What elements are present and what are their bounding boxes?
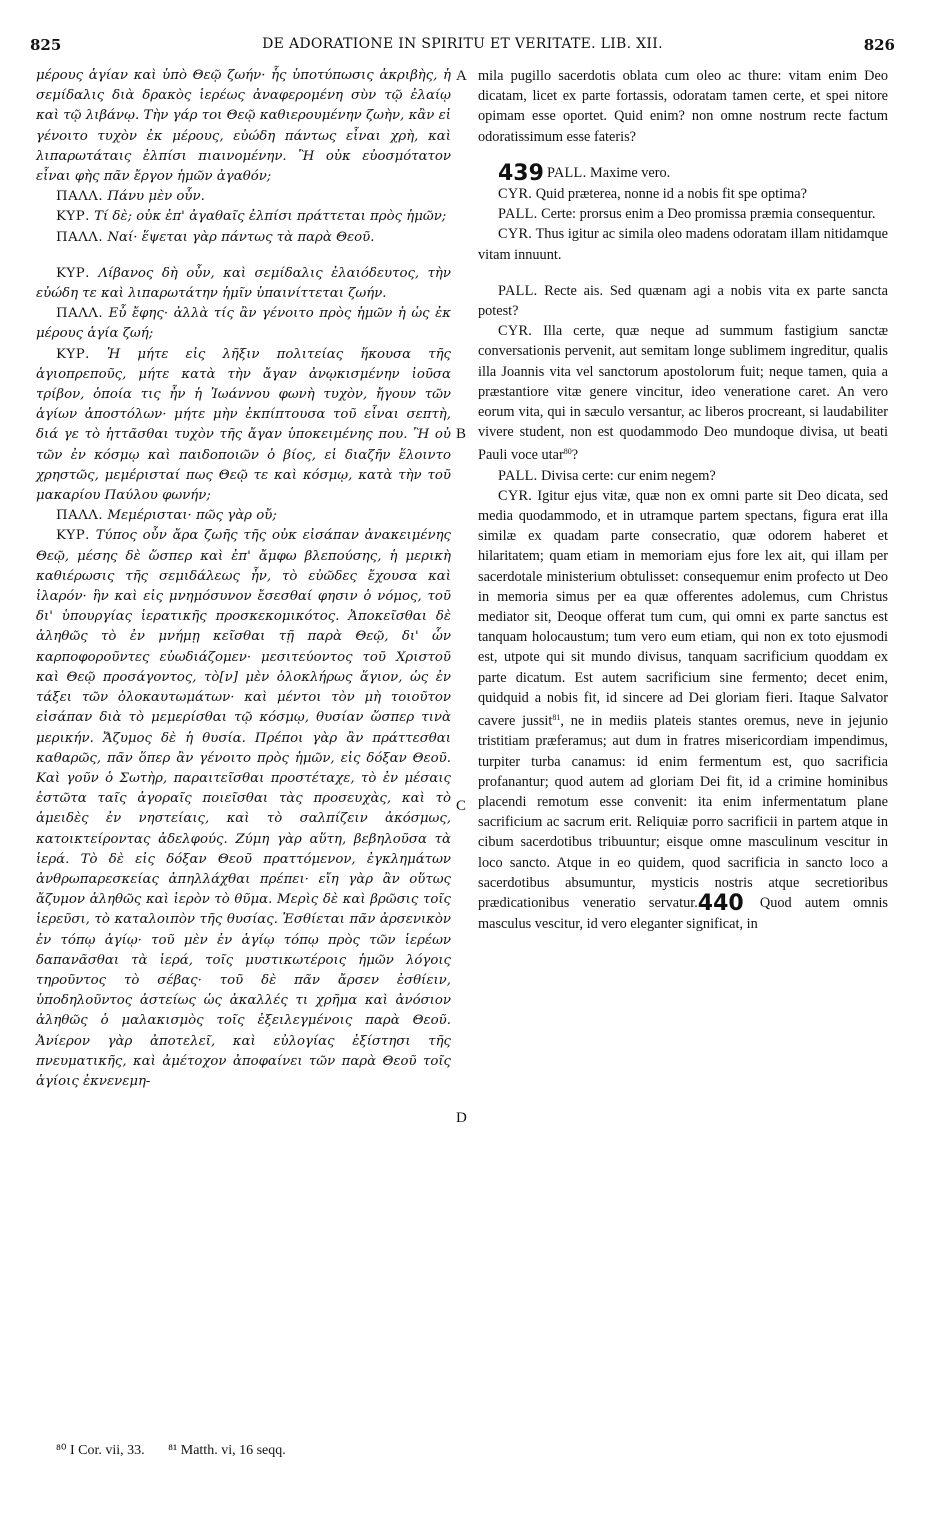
speaker-label: CYR. [498,487,533,504]
greek-paragraph [36,66,451,187]
margin-number: 439 [498,160,544,186]
speaker-label: PALL. [498,282,538,299]
footnote-80: ⁸⁰ I Cor. vii, 33. [56,1443,145,1458]
paragraph-text: Ἡ μήτε εἰς λῆξιν πολιτείας ἥκουσα τῆς ἁγιοπρεποῦς, μήτε κατὰ τὴν ἄγαν ἀνῳκισμένην ἰοῦσα τρίβον, ὁποία τις ἦν ἡ Ἰωάννου φωνὴ τυχὸν, ἤγουν τῶν ἁγίων ἀποστόλων· μήτε μὴν ἐκπίπτουσα τοῦ εἶναι σεπτὴ, διά γε τὸ ἡττᾶσθαι τυχὸν τῆς ἄγαν ὑποκειμένης που. Ἢ οὐ τῶν ἐν κόσμῳ καὶ παιδοποιῶν ὁ βίος, εἰ διαζῆν ἕλοιντο χρηστῶς, μεμέρισταί πως Θεῷ τε καὶ κόσμῳ, κατὰ τὴν τοῦ μακαρίου Παύλου φωνήν; [36,346,451,504]
greek-paragraph [36,304,451,344]
speaker-label: ΠΑΛΛ. [56,229,104,245]
paragraph-text: Λίβανος δὴ οὖν, καὶ σεμίδαλις ἐλαιόδευτος, τὴν εὐώδη τε καὶ λιπαρωτάτην ἡμῖν ὑπαινίττεται ζωήν. [36,265,451,302]
footnote-81: ⁸¹ Matth. vi, 16 seqq. [168,1443,286,1458]
section-mark-d: D [456,1110,467,1126]
paragraph-text: Maxime vero. [586,164,671,181]
speaker-label: PALL. [498,206,538,223]
speaker-label: ΠΑΛΛ. [56,306,104,322]
paragraph-text: Quid præterea, nonne id a nobis fit spe optima? [532,186,807,203]
speaker-label: CYR. [498,226,533,243]
section-mark-b: B [456,426,467,442]
greek-paragraph [36,506,451,526]
speaker-label: ΠΑΛΛ. [56,189,104,205]
paragraph-text-cont: Quod autem omnis masculus vescitur, id vero eleganter significat, in [478,894,889,933]
paragraph-text: Thus igitur ac simila oleo madens odoratam illam nitidamque vitam innuunt. [478,226,888,263]
paragraph-text: Μεμέρισται· πῶς γὰρ οὔ; [103,508,277,524]
greek-paragraph [36,264,451,304]
running-title: DE ADORATIONE IN SPIRITU ET VERITATE. LIB. XII. [262,36,663,52]
speaker-label: ΚΥΡ. [56,265,90,281]
latin-paragraph [478,204,888,224]
speaker-label: ΚΥΡ. [56,209,90,225]
speaker-label: CYR. [498,323,533,340]
paragraph-text: Illa certe, quæ neque ad summum fastigium sanctæ conversationis pervenit, aut semitam longe sublimem ingreditur, qualis illa Joannis vita vel sanctorum apostolorum fuit; neque tamen, quia a præstantiore vitæ genere vincitur, ideo veneratione caret. An vero eorum vita, qui in sæculo versantur, ac liberos procreant, si laudabiliter vivere student, non est quodammodo Deo mundoque divisa, ut beati Pauli voce utar [478,323,888,464]
paragraph-text: Τύπος οὖν ἄρα ζωῆς τῆς οὐκ εἰσάπαν ἀνακειμένης Θεῷ, μέσης δὲ ὥσπερ καὶ ἐπ' ἄμφω βλεπούσης, ἡ μερικὴ καθιέρωσις τῆς σεμιδάλεως ἦν, τὸ εὐῶδες ἔχουσα καὶ ἱλαρόν· ἣν καὶ εἰς μνημόσυνον ἔσεσθαί φησιν ὁ νόμος, τοῦ δι' ὑπουργίας ἱερατικῆς προσκεκομικότος. Ἀποκεῖσθαι δὲ ἀληθῶς τὸ ἐν μνήμῃ κεῖσθαι τῇ παρὰ Θεῷ, δι' ὧν καρποφοροῦντες εὐωδιάζομεν· μεσιτεύοντος τοῦ Χριστοῦ καὶ Θεῷ προσάγοντος, τὸ[ν] μὲν ὁλοκλήρως ἅγιον, ὡς ἐν τάξει τῶν ὁλοκαυτωμάτων· καὶ μέντοι τὸν μὴ τοιοῦτον εἰσάπαν διὰ τὸ μεμερίσθαι τῷ κόσμῳ, θυσίαν ὥσπερ τινὰ μερικήν. Ἄζυμος δὲ ἡ θυσία. Πρέποι γὰρ ἂν πράττεσθαι καθαρῶς, πᾶν ὅπερ ἂν γένοιτο πρὸς ἡμῶν, εἰς δόξαν Θεοῦ. Καὶ γοῦν ὁ Σωτὴρ, παραιτεῖσθαι προστέταχε, τὸ ἐν μέσαις ἑστῶτα ταῖς ἀγοραῖς ποιεῖσθαι τὰς προσευχὰς, καὶ τὸ ἀμειδὲς ἐν νηστείαις, καὶ τὸ σαλπίζειν ἀκόσμως, κατοικτείροντας ἀδελφούς. Ζύμη γὰρ αὕτη, βεβηλοῦσα τὰ ἱερά. Τὸ δὲ εἰς δόξαν Θεοῦ πραττόμενον, ἐγκλημάτων ἀνθρωπαρεσκείας ἀπηλλάχθαι πρέπει· εἴη γὰρ ἂν οὕτως ἄζυμον ἀληθῶς καὶ ἱερὸν τὸ θῦμα. Μερὶς δὲ καὶ βρῶσις τοῖς ἱερεῦσι, τὸ καταλοιπὸν τῆς θυσίας. Ἐσθίεται πᾶν ἀρσενικὸν ἐν τόπῳ ἁγίῳ· τοῦ μὲν ἐν ἁγίῳ τόπῳ πρὸς τῶν ἱερέων δαπανᾶσθαι τὰ ἱερά, τοῖς μυστικωτέροις ἡμῶν λόγοις τηροῦντος τὸ σέβας· τοῦ δὲ πᾶν ἄρσεν ἐσθίειν, ὑποδηλοῦντος ἀστείως ὡς ἀκαλλές τι χρῆμα καὶ ἀνόσιον ἀληθῶς ὁ μαλακισμὸς τοῖς ἐξειλεγμένοις παρὰ Θεοῦ. Ἀνίερον γὰρ ἀποτελεῖ, καὶ εὐλογίας ἐξίστησι τῆς πνευματικῆς, καὶ ἀμέτοχον ἀποφαίνει τῶν παρὰ Θεοῦ τοῖς ἁγίοις ἐκνενεμη- [36,528,451,1089]
page-number-right: 826 [863,36,895,54]
paragraph-text: Certe: prorsus enim a Deo promissa præmia consequentur. [537,206,876,223]
speaker-label: CYR. [498,186,533,203]
speaker-label: PALL. [546,164,587,181]
speaker-label: ΚΥΡ. [56,346,90,362]
speaker-label: PALL. [498,467,538,484]
latin-paragraph [478,486,888,934]
paragraph-text: mila pugillo sacerdotis oblata cum oleo ac thure: vitam enim Deo dicatam, licet ex parte fortassis, odoratam tamen certe, et spei nitore opimam esse oportet. Quid enim? non omne nostrum recte factum odoratissimum esse fateris? [478,68,888,145]
paragraph-text: Τί δὲ; οὐκ ἐπ' ἀγαθαῖς ἐλπίσι πράττεται πρὸς ἡμῶν; [89,209,447,225]
latin-paragraph [478,224,888,264]
running-header [30,36,895,58]
greek-column [36,66,451,1092]
footnote-ref: 80 [563,447,572,457]
paragraph-text: Εὖ ἔφης· ἀλλὰ τίς ἂν γένοιτο πρὸς ἡμῶν ἡ ὡς ἐκ μέρους ἁγία ζωή; [36,306,451,342]
speaker-label: ΠΑΛΛ. [56,508,104,524]
paragraph-text: Ναί· ἕψεται γὰρ πάντως τὰ παρὰ Θεοῦ. [103,229,375,245]
section-mark-c: C [456,798,467,814]
paragraph-text: Πάνυ μὲν οὖν. [103,189,205,205]
section-mark-a: A [456,68,467,84]
latin-column [478,66,888,934]
greek-paragraph [36,345,451,507]
paragraph-text-cont: ? [571,447,579,464]
paragraph-text: Igitur ejus vitæ, quæ non ex omni parte sit Deo dicata, sed media quodammodo, et in utramque partem spectans, figura erat illa similæ ex quadam parte consecratio, quæ odorem haberet et hilaritatem; quam etiam in memoriam ejus fore lex ait, qui illam per sacerdotale ministerium obtulisset: consequemur enim profecto ut Deo in memoria simus per ea quæ offerentes adolemus, cum Christus mediator sit, Deoque offerat tum cum, qui omni ex parte sanctus est tanquam holocaustum; tum vero eum etiam, qui non ex toto ejusmodi est, utpote qui sit mundo divisus, tanquam sacrificium quoddam ex parte dicatum. Est autem sacrificium sine fermento; decet enim, quidquid a nobis fit, id sincere ad Dei gloriam fieri. Itaque Salvator cavere jussit [478,487,888,730]
paragraph-text: Divisa certe: cur enim negem? [537,467,716,484]
latin-paragraph [478,184,888,204]
greek-paragraph [36,187,451,207]
footnote-ref: 81 [552,713,561,723]
greek-paragraph [36,228,451,248]
greek-paragraph [36,207,451,227]
footnotes [56,1442,306,1459]
margin-number: 440 [697,890,744,916]
latin-paragraph [478,66,888,147]
paragraph-text: μέρους ἁγίαν καὶ ὑπὸ Θεῷ ζωήν· ἧς ὑποτύπωσις ἀκριβὴς, ἡ σεμίδαλις διὰ δρακὸς ἱερέως ἀναφερομένη σὺν τῷ ἐλαίῳ καὶ τῷ λιβάνῳ. Τὴν γάρ τοι Θεῷ καθιερουμένην ζωὴν, κἂν εἰ γένοιτο τυχὸν ἐκ μέρους, εὐώδη πάντως εἶναι χρὴ, καὶ λιπαρωτάταις ἐλπίσι πιαινομένην. Ἢ οὐκ εὐοσμότατον εἶναι φὴς πᾶν ἔργον ἡμῶν ἀγαθόν; [36,68,451,185]
latin-paragraph [478,321,888,465]
paragraph-text: Recte ais. Sed quænam agi a nobis vita ex parte sancta potest? [478,282,888,320]
paragraph-text-cont: , ne in mediis plateis stantes oremus, neve in jejunio tristitiam præferamus; aut dum in fratres misericordiam impendimus, turpiter turba canamus: id enim fermentum est, quo sacrificia profanantur; quod autem ad gloriam Dei fit, id a crimine hominibus placendi remotum esse convenit: ita enim infermentatum plane sacrificium ac sacrum erit. Reliquiæ porro sacrificii in partem atque in cibum sacerdotibus tribuuntur; eisque omne masculinum vescitur in loco sancto. Atque in eo quidem, quod sacrificia in sancto loco a sacerdotibus absumuntur, mysticis nostris atque secretioribus prædicationibus veneratio servatur. [478,713,888,911]
latin-paragraph [478,281,888,321]
greek-paragraph [36,526,451,1092]
latin-paragraph [478,466,888,486]
speaker-label: ΚΥΡ. [56,528,90,544]
page-number-left: 825 [30,36,62,54]
latin-paragraph [478,160,888,186]
